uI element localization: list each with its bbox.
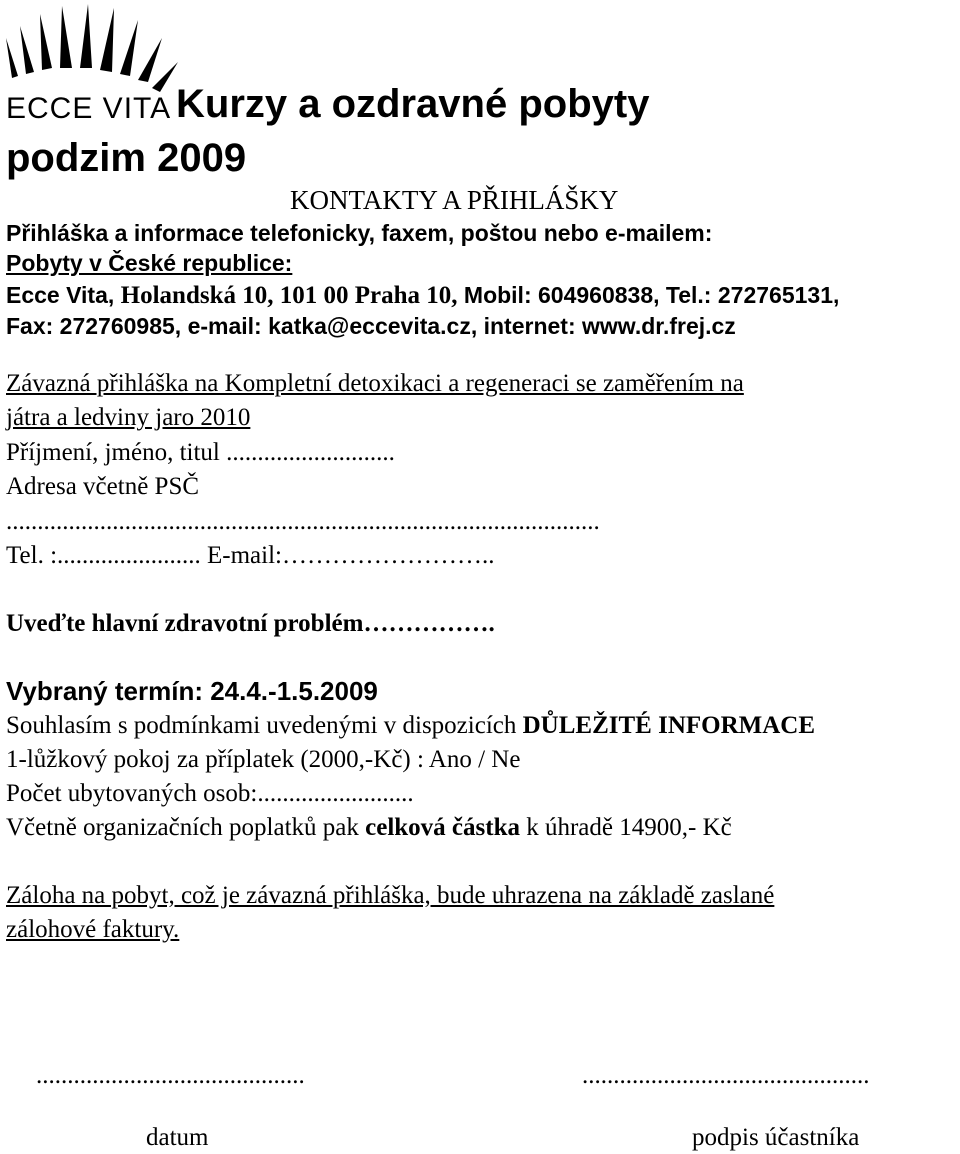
org-phones: Mobil: 604960838, Tel.: 272765131, bbox=[457, 282, 840, 308]
phone-email-fields: Tel. :....................... E-mail:…………………….. bbox=[6, 542, 495, 569]
total-label: celková částka bbox=[365, 814, 520, 841]
total-amount-line bbox=[6, 814, 732, 842]
deposit-note-line2: zálohové faktury. bbox=[6, 916, 180, 943]
single-room-option: 1-lůžkový pokoj za příplatek (2000,-Kč) : Ano / Ne bbox=[6, 746, 521, 773]
org-name: Ecce Vita, bbox=[6, 282, 121, 308]
ecce-vita-logo bbox=[2, 0, 184, 124]
deposit-note-line1: Záloha na pobyt, což je závazná přihláška, bude uhrazena na základě zaslané bbox=[6, 882, 775, 909]
persons-count-field: Počet ubytovaných osob:......................... bbox=[6, 780, 414, 807]
org-address: Holandská 10, 101 00 Praha 10, bbox=[120, 282, 458, 309]
participant-signature-line: .............................................. bbox=[582, 1062, 870, 1089]
address-field-label: Adresa včetně PSČ bbox=[6, 473, 200, 500]
signature-label: podpis účastníka bbox=[692, 1124, 860, 1151]
agreement-text: Souhlasím s podmínkami uvedenými v dispozicích bbox=[6, 712, 523, 739]
svg-text:ECCE VITA: ECCE VITA bbox=[6, 92, 172, 124]
application-heading-line2: játra a ledviny jaro 2010 bbox=[6, 404, 251, 431]
date-label: datum bbox=[146, 1124, 209, 1151]
page-title: Kurzy a ozdravné pobyty bbox=[176, 82, 650, 126]
section-heading: KONTAKTY A PŘIHLÁŠKY bbox=[290, 185, 619, 215]
name-field-label: Příjmení, jméno, titul ........................... bbox=[6, 439, 395, 466]
selected-term: Vybraný termín: 24.4.-1.5.2009 bbox=[6, 676, 378, 706]
health-problem-field: Uveďte hlavní zdravotní problém……………. bbox=[6, 610, 495, 637]
total-suffix: k úhradě 14900,- Kč bbox=[519, 814, 732, 841]
contact-region: Pobyty v České republice: bbox=[6, 250, 293, 276]
agreement-line bbox=[6, 712, 815, 740]
contact-address-line bbox=[6, 282, 839, 309]
important-info-ref: DŮLEŽITÉ INFORMACE bbox=[522, 712, 816, 739]
application-heading-line1: Závazná přihláška na Kompletní detoxikaci a regeneraci se zaměřením na bbox=[6, 370, 744, 397]
sunburst-logo-icon bbox=[2, 0, 184, 124]
total-prefix: Včetně organizačních poplatků pak bbox=[6, 814, 366, 841]
contact-intro: Přihláška a informace telefonicky, faxem, poštou nebo e-mailem: bbox=[6, 220, 713, 246]
address-field-dots: ............................................................................................... bbox=[6, 508, 600, 535]
contact-fax-email-web: Fax: 272760985, e-mail: katka@eccevita.cz, internet: www.dr.frej.cz bbox=[6, 313, 736, 339]
date-signature-line: ........................................... bbox=[36, 1062, 305, 1089]
page-subtitle: podzim 2009 bbox=[6, 136, 247, 180]
